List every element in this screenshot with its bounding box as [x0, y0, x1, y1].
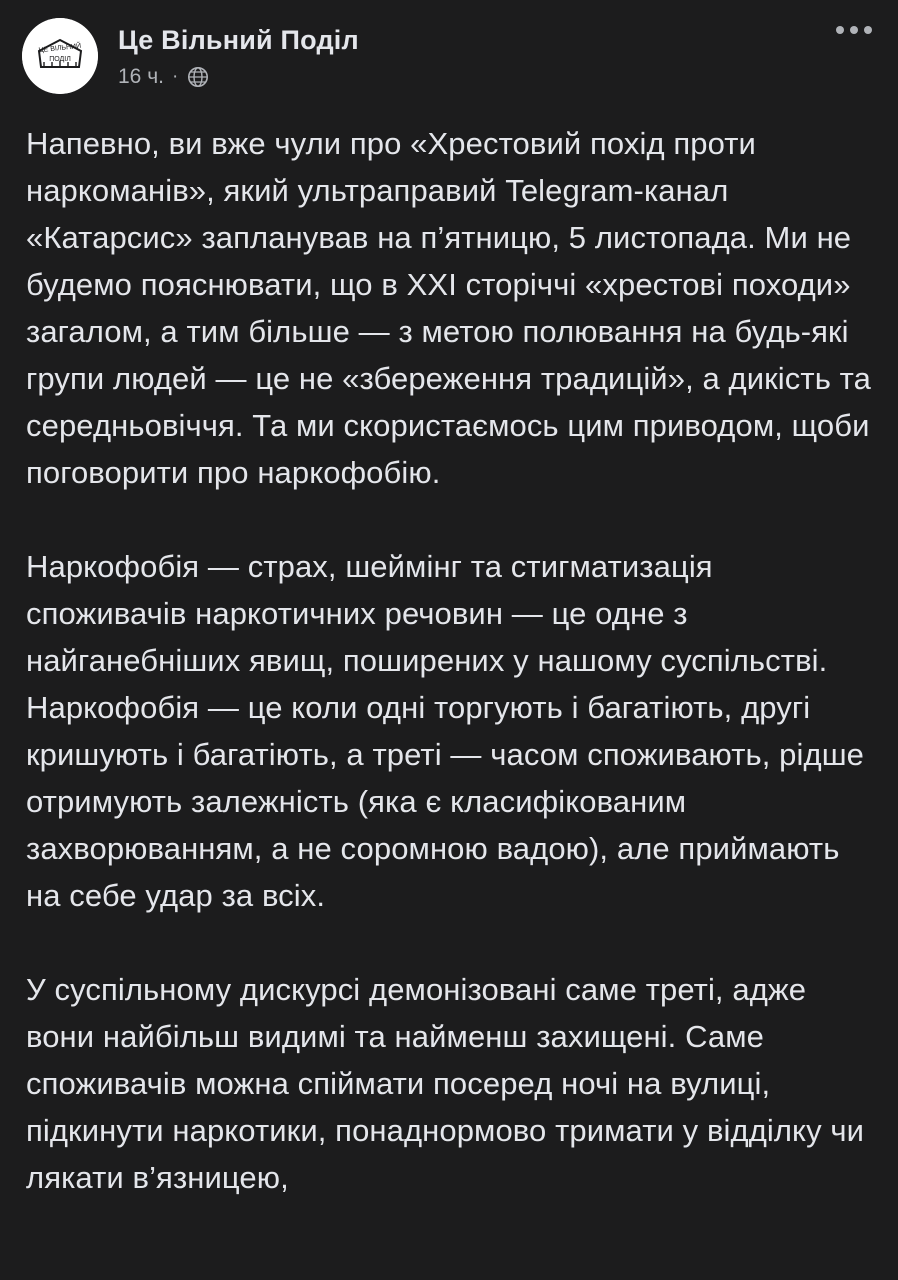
- post-header-text: [118, 18, 876, 89]
- bottom-edge: [0, 1274, 898, 1280]
- page-logo-icon: [22, 18, 98, 94]
- post-header: [0, 0, 898, 94]
- paragraph-spacer-2: [26, 919, 874, 966]
- post-paragraph-4: У суспільному дискурсі демонізовані саме треті, адже вони найбільш видимі та найменш захищені. Саме споживачів можна спіймати посеред ночі на вулиці, підкинути наркотики, понаднормово тримати у відділку чи лякати в’язницею,: [26, 972, 873, 1195]
- post-paragraph-1: Напевно, ви вже чули про «Хрестовий похід проти наркоманів», який ультраправий Telegram-канал «Катарсис» запланував на п’ятницю, 5 листопада. Ми не будемо пояснювати, що в XXI сторіччі «хрестові походи» загалом, а тим більше — з метою полювання на будь-які групи людей — це не «збереження традицій», а дикість та середньовіччя. Та ми скористаємось цим приводом, щоби поговорити про наркофобію.: [26, 126, 880, 490]
- meta-separator: ·: [171, 66, 179, 87]
- svg-text:ПОДІЛ: ПОДІЛ: [49, 56, 71, 63]
- post-meta: [118, 64, 876, 89]
- more-options-icon[interactable]: [836, 26, 872, 34]
- post-body: [0, 94, 898, 1201]
- paragraph-spacer-1: [26, 496, 874, 543]
- svg-text:ЦЕ ВІЛЬНИЙ: ЦЕ ВІЛЬНИЙ: [38, 42, 82, 55]
- post-timestamp[interactable]: 16 ч.: [118, 65, 164, 88]
- dot-1: [836, 26, 844, 34]
- dot-2: [850, 26, 858, 34]
- avatar[interactable]: [22, 18, 98, 94]
- dot-3: [864, 26, 872, 34]
- post-paragraph-3: Наркофобія — це коли одні торгують і багатіють, другі кришують і багатіють, а треті — часом споживають, рідше отримують залежність (яка є класифікованим захворюванням, а не соромною вадою), але приймають на себе удар за всіх.: [26, 690, 873, 913]
- page-name[interactable]: Це Вільний Поділ: [118, 25, 359, 55]
- post-paragraph-2: Наркофобія — страх, шеймінг та стигматизація споживачів наркотичних речовин — це одне з найганебніших явищ, поширених у нашому суспільстві.: [26, 549, 828, 678]
- globe-icon[interactable]: [186, 65, 210, 89]
